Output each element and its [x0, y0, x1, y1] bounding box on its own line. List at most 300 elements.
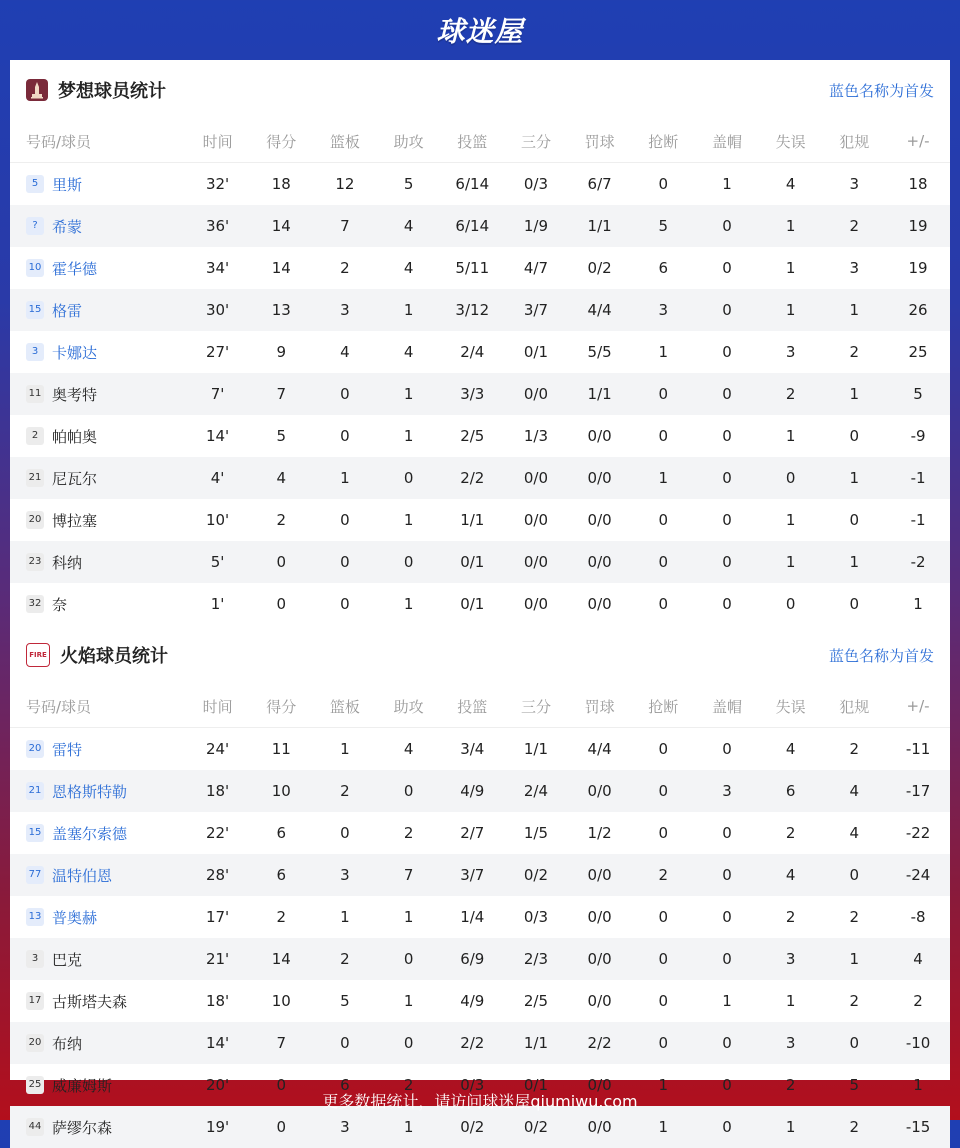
stats-table — [10, 685, 950, 1148]
stat-cell: 0 — [340, 595, 350, 613]
column-header: 失误 — [759, 685, 823, 728]
stat-cell: 1 — [340, 908, 350, 926]
stat-cell: 0 — [722, 1076, 732, 1094]
stat-cell: 7' — [186, 373, 250, 415]
stat-cell: 7 — [249, 1022, 313, 1064]
stat-cell: 26 — [886, 289, 950, 331]
stat-cell: 1/3 — [523, 427, 549, 445]
player-cell — [10, 770, 186, 812]
stat-cell: 0 — [695, 541, 759, 583]
stat-cell: 1 — [403, 992, 414, 1010]
stat-cell: 0 — [377, 938, 441, 980]
stat-cell: 0 — [695, 1106, 759, 1148]
player-name[interactable]: 帕帕奥 — [52, 427, 98, 446]
stat-cell: 0/0 — [587, 511, 612, 529]
stat-cell: 3 — [695, 770, 759, 812]
stat-cell: 0 — [822, 854, 886, 896]
stat-cell: 5' — [186, 541, 250, 583]
table-row[interactable] — [10, 499, 950, 541]
starter-note: 蓝色名称为首发 — [828, 81, 934, 100]
stat-cell: 1 — [658, 1076, 669, 1094]
stat-cell: 2 — [403, 1076, 414, 1094]
stat-cell: 5/5 — [587, 343, 612, 361]
stat-cell: 2 — [759, 373, 823, 415]
stat-cell: 0 — [658, 511, 669, 529]
stat-cell: 0 — [785, 595, 796, 613]
stat-cell: 3 — [313, 1106, 377, 1148]
stat-cell: 1 — [822, 541, 886, 583]
jersey-number-badge: 20 — [26, 511, 44, 529]
stat-cell: 7 — [249, 373, 313, 415]
stat-cell: 0/0 — [504, 541, 568, 583]
stat-cell: 0/0 — [568, 457, 632, 499]
stat-cell: 0 — [695, 854, 759, 896]
stat-cell: 0 — [276, 595, 287, 613]
stat-cell: -1 — [910, 511, 926, 529]
player-name[interactable]: 布纳 — [52, 1034, 83, 1053]
stat-cell: 1/1 — [568, 373, 632, 415]
stat-cell: 24' — [205, 740, 230, 758]
stat-cell: 1 — [377, 1106, 441, 1148]
stat-cell: 3/3 — [440, 373, 504, 415]
player-name[interactable]: 巴克 — [52, 950, 83, 969]
stat-cell: 10' — [205, 511, 230, 529]
column-header: 罚球 — [568, 685, 632, 728]
table-row[interactable] — [10, 938, 950, 980]
stat-cell: 2/2 — [440, 457, 504, 499]
stat-cell: 0 — [658, 740, 669, 758]
table-row[interactable] — [10, 205, 950, 247]
stat-cell: 1 — [785, 992, 796, 1010]
dream-team-logo-icon — [26, 79, 48, 101]
column-header: 篮板 — [313, 685, 377, 728]
stat-cell: 1 — [722, 992, 732, 1010]
player-cell — [10, 541, 186, 583]
stat-cell: 0 — [658, 427, 669, 445]
table-row[interactable] — [10, 980, 950, 1022]
stat-cell: 5 — [403, 175, 414, 193]
column-header: +/- — [886, 120, 950, 163]
stat-cell: 18 — [908, 175, 928, 193]
player-cell — [10, 415, 186, 457]
stat-cell: 27' — [205, 343, 230, 361]
stat-cell: 4 — [785, 740, 796, 758]
player-cell — [10, 728, 186, 771]
stat-cell: 0 — [722, 908, 732, 926]
column-header: 助攻 — [377, 120, 441, 163]
stat-cell: 36' — [186, 205, 250, 247]
player-name[interactable]: 恩格斯特勒 — [52, 782, 128, 801]
jersey-number-badge: 44 — [26, 1118, 44, 1136]
stat-cell: 1 — [377, 289, 441, 331]
stat-cell: 3/7 — [504, 289, 568, 331]
table-row[interactable] — [10, 247, 950, 289]
jersey-number-badge: 17 — [26, 992, 44, 1010]
table-header-row — [10, 120, 950, 163]
player-name[interactable]: 奈 — [52, 595, 68, 614]
stat-cell: 0 — [849, 511, 860, 529]
stat-cell: 28' — [186, 854, 250, 896]
column-header: 时间 — [186, 685, 250, 728]
stat-cell: 1/1 — [568, 205, 632, 247]
stat-cell: 4 — [377, 205, 441, 247]
stats-table — [10, 120, 950, 625]
column-header: 犯规 — [822, 685, 886, 728]
stat-cell: 20' — [205, 1076, 230, 1094]
stat-cell: 2 — [849, 992, 860, 1010]
stat-cell: 0 — [849, 427, 860, 445]
stat-cell: 1 — [313, 457, 377, 499]
table-row[interactable] — [10, 896, 950, 938]
stat-cell: 17' — [205, 908, 230, 926]
column-header: 得分 — [249, 685, 313, 728]
column-header: 得分 — [249, 120, 313, 163]
table-row[interactable] — [10, 373, 950, 415]
stat-cell: 2 — [822, 1106, 886, 1148]
team-title: 梦想球员统计 — [58, 81, 166, 102]
player-name[interactable]: 博拉塞 — [52, 511, 98, 530]
stat-cell: 0/0 — [587, 427, 612, 445]
jersey-number-badge: 2 — [26, 427, 44, 445]
stat-cell: 0 — [722, 740, 732, 758]
stat-cell: 3/4 — [460, 740, 485, 758]
stat-cell: 3/12 — [440, 289, 504, 331]
stat-cell: 0 — [658, 824, 669, 842]
section-header — [10, 60, 950, 120]
stat-cell: 9 — [276, 343, 287, 361]
table-row[interactable] — [10, 854, 950, 896]
stat-cell: 5/11 — [455, 259, 490, 277]
stat-cell: 6/14 — [455, 175, 490, 193]
stat-cell: 4 — [403, 740, 414, 758]
player-name[interactable]: 威廉姆斯 — [52, 1076, 113, 1095]
stat-cell: 0/0 — [568, 770, 632, 812]
stat-cell: 14 — [249, 938, 313, 980]
stat-cell: 6/14 — [440, 205, 504, 247]
stat-cell: 0/2 — [504, 854, 568, 896]
column-header: 罚球 — [568, 120, 632, 163]
stat-cell: 0/1 — [460, 595, 485, 613]
column-header: 失误 — [759, 120, 823, 163]
player-cell — [10, 499, 186, 541]
jersey-number-badge: 32 — [26, 595, 44, 613]
section-header — [10, 625, 950, 685]
stat-cell: 1 — [822, 373, 886, 415]
jersey-number-badge: 3 — [26, 950, 44, 968]
stat-cell: 4/9 — [440, 770, 504, 812]
jersey-number-badge: 21 — [26, 469, 44, 487]
stat-cell: 2/2 — [440, 1022, 504, 1064]
stat-cell: 6 — [276, 824, 287, 842]
column-header: 盖帽 — [695, 685, 759, 728]
column-header: 号码/球员 — [10, 120, 186, 163]
stat-cell: 10 — [271, 992, 291, 1010]
stat-cell: 0/0 — [587, 1076, 612, 1094]
stat-cell: -15 — [886, 1106, 950, 1148]
stat-cell: 14' — [205, 427, 230, 445]
stat-cell: 0/3 — [460, 1076, 485, 1094]
player-name[interactable]: 盖塞尔索德 — [52, 824, 128, 843]
player-name[interactable]: 希蒙 — [52, 217, 83, 236]
jersey-number-badge: 77 — [26, 866, 44, 884]
column-header: 投篮 — [440, 685, 504, 728]
stat-cell: 1 — [403, 511, 414, 529]
stat-cell: 2/3 — [504, 938, 568, 980]
stat-cell: 0 — [849, 595, 860, 613]
stat-cell: 1 — [403, 595, 414, 613]
player-cell — [10, 331, 186, 373]
stat-cell: 18' — [186, 770, 250, 812]
jersey-number-badge: 3 — [26, 343, 44, 361]
player-name[interactable]: 格雷 — [52, 301, 83, 320]
player-name[interactable]: 霍华德 — [52, 259, 98, 278]
stat-cell: 1 — [658, 343, 669, 361]
column-header: 三分 — [504, 685, 568, 728]
player-cell — [10, 163, 186, 206]
footer-link[interactable]: 更多数据统计，请访问球迷屋qiumiwu.com — [322, 1091, 638, 1111]
stat-cell: 0 — [377, 457, 441, 499]
stat-cell: 4 — [403, 343, 414, 361]
stat-cell: 1 — [631, 457, 695, 499]
stat-cell: 14' — [186, 1022, 250, 1064]
table-row[interactable] — [10, 583, 950, 625]
stat-cell: 0 — [695, 1022, 759, 1064]
stat-cell: 2/5 — [460, 427, 485, 445]
player-name[interactable]: 奥考特 — [52, 385, 98, 404]
stat-cell: 1' — [210, 595, 225, 613]
stat-cell: 4 — [849, 824, 860, 842]
stat-cell: 1 — [340, 740, 350, 758]
stat-cell: 3 — [785, 343, 796, 361]
column-header: 号码/球员 — [10, 685, 186, 728]
stat-cell: 3/7 — [440, 854, 504, 896]
stat-cell: 0 — [313, 1022, 377, 1064]
stat-cell: 1 — [759, 1106, 823, 1148]
stat-cell: 4 — [886, 938, 950, 980]
stat-cell: 4 — [403, 259, 414, 277]
stat-cell: 19 — [908, 259, 928, 277]
team-title: 火焰球员统计 — [60, 646, 168, 667]
stat-cell: 1 — [759, 205, 823, 247]
jersey-number-badge: 15 — [26, 824, 44, 842]
stat-cell: 2 — [631, 854, 695, 896]
starter-note: 蓝色名称为首发 — [828, 646, 934, 665]
column-header: 抢断 — [631, 120, 695, 163]
stat-cell: 2 — [340, 259, 350, 277]
site-header — [0, 0, 960, 60]
stat-cell: 0/0 — [587, 908, 612, 926]
stat-cell: -10 — [886, 1022, 950, 1064]
stat-cell: 3 — [759, 1022, 823, 1064]
column-header: 三分 — [504, 120, 568, 163]
table-row[interactable] — [10, 728, 950, 771]
stat-cell: 6/9 — [440, 938, 504, 980]
stat-cell: 32' — [205, 175, 230, 193]
table-row[interactable] — [10, 812, 950, 854]
stat-cell: 0/0 — [504, 457, 568, 499]
stat-cell: 0/1 — [523, 343, 549, 361]
column-header: 抢断 — [631, 685, 695, 728]
stat-cell: 13 — [249, 289, 313, 331]
column-header: 篮板 — [313, 120, 377, 163]
stat-cell: 0 — [631, 938, 695, 980]
stat-cell: 4 — [822, 770, 886, 812]
stat-cell: 0/0 — [587, 992, 612, 1010]
player-name[interactable]: 萨缪尔森 — [52, 1118, 113, 1137]
table-row[interactable] — [10, 1022, 950, 1064]
stat-cell: 12 — [335, 175, 355, 193]
stat-cell: 2 — [276, 908, 287, 926]
stat-cell: 1/1 — [504, 1022, 568, 1064]
stat-cell: 1 — [785, 511, 796, 529]
player-name[interactable]: 普奥赫 — [52, 908, 98, 927]
stat-cell: 0 — [695, 205, 759, 247]
stat-cell: 1/1 — [523, 740, 549, 758]
stat-cell: 1 — [822, 938, 886, 980]
stat-cell: 0 — [759, 457, 823, 499]
jersey-number-badge: 5 — [26, 175, 44, 193]
column-header: 犯规 — [822, 120, 886, 163]
stat-cell: 0/0 — [587, 595, 612, 613]
stat-cell: 6/7 — [587, 175, 612, 193]
fire-team-logo-icon: FIRE — [26, 643, 50, 667]
stat-cell: 2 — [313, 938, 377, 980]
table-row[interactable] — [10, 289, 950, 331]
stat-cell: 3 — [631, 289, 695, 331]
stat-cell: -17 — [886, 770, 950, 812]
stat-cell: 1 — [913, 1076, 923, 1094]
stat-cell: 1 — [722, 175, 732, 193]
table-row[interactable] — [10, 415, 950, 457]
stat-cell: 5 — [631, 205, 695, 247]
stat-cell: 1 — [631, 1106, 695, 1148]
stat-cell: -1 — [886, 457, 950, 499]
table-row[interactable] — [10, 331, 950, 373]
trophy-icon — [29, 81, 45, 99]
stat-cell: 0/0 — [568, 938, 632, 980]
stat-cell: 4/9 — [460, 992, 485, 1010]
stat-cell: 25 — [908, 343, 928, 361]
stat-cell: 3 — [849, 259, 860, 277]
column-header: 盖帽 — [695, 120, 759, 163]
stat-cell: 0/0 — [523, 511, 549, 529]
team-section-fire — [10, 625, 950, 1148]
table-row[interactable] — [10, 457, 950, 499]
player-name[interactable]: 古斯塔夫森 — [52, 992, 128, 1011]
jersey-number-badge: 20 — [26, 1034, 44, 1052]
stat-cell: 3 — [849, 175, 860, 193]
stat-cell: 0 — [249, 1106, 313, 1148]
stat-cell: 2/5 — [523, 992, 549, 1010]
stat-cell: 30' — [186, 289, 250, 331]
stat-cell: 18 — [271, 175, 291, 193]
stat-cell: 19' — [186, 1106, 250, 1148]
player-cell — [10, 896, 186, 938]
stat-cell: 0/3 — [523, 908, 549, 926]
table-row[interactable] — [10, 163, 950, 206]
stat-cell: 1 — [785, 259, 796, 277]
stat-cell: 1 — [377, 373, 441, 415]
stat-cell: 0 — [313, 541, 377, 583]
stat-cell: 5 — [849, 1076, 860, 1094]
stat-cell: 2/4 — [504, 770, 568, 812]
stat-cell: 1 — [822, 457, 886, 499]
stat-cell: 0/0 — [568, 854, 632, 896]
jersey-number-badge: 10 — [26, 259, 44, 277]
stat-cell: 0 — [722, 343, 732, 361]
stat-cell: -24 — [886, 854, 950, 896]
stat-cell: 0 — [722, 259, 732, 277]
stat-cell: 0 — [377, 541, 441, 583]
stat-cell: 3 — [759, 938, 823, 980]
stat-cell: 0 — [722, 595, 732, 613]
stat-cell: 0/3 — [523, 175, 549, 193]
stat-cell: 4 — [759, 854, 823, 896]
stat-cell: 6 — [759, 770, 823, 812]
stat-cell: 4' — [186, 457, 250, 499]
player-cell — [10, 583, 186, 625]
player-name[interactable]: 科纳 — [52, 553, 83, 572]
player-cell — [10, 1022, 186, 1064]
stat-cell: 1 — [785, 427, 796, 445]
jersey-number-badge: 21 — [26, 782, 44, 800]
player-name[interactable]: 里斯 — [52, 175, 83, 194]
stat-cell: 1 — [403, 427, 414, 445]
stat-cell: -8 — [910, 908, 926, 926]
stat-cell: 0 — [249, 541, 313, 583]
player-name[interactable]: 雷特 — [52, 740, 83, 759]
stat-cell: 0 — [695, 938, 759, 980]
stat-cell: 4 — [249, 457, 313, 499]
stat-cell: 3 — [313, 289, 377, 331]
jersey-number-badge: 20 — [26, 740, 44, 758]
jersey-number-badge: 11 — [26, 385, 44, 403]
table-row[interactable] — [10, 770, 950, 812]
stat-cell: 4/4 — [587, 740, 612, 758]
stat-cell: 4/4 — [568, 289, 632, 331]
stat-cell: 1/5 — [523, 824, 549, 842]
column-header: 时间 — [186, 120, 250, 163]
stat-cell: 1 — [759, 541, 823, 583]
stat-cell: 0/0 — [568, 541, 632, 583]
player-cell — [10, 289, 186, 331]
table-header-row — [10, 685, 950, 728]
stat-cell: 11 — [271, 740, 291, 758]
stat-cell: -9 — [910, 427, 926, 445]
jersey-number-badge: 23 — [26, 553, 44, 571]
stat-cell: 0 — [340, 427, 350, 445]
player-name[interactable]: 卡娜达 — [52, 343, 98, 362]
stat-cell: 0 — [631, 373, 695, 415]
stat-cell: 0/2 — [587, 259, 612, 277]
stat-cell: 4 — [340, 343, 350, 361]
stat-cell: 2 — [785, 1076, 796, 1094]
table-row[interactable] — [10, 541, 950, 583]
column-header: 投篮 — [440, 120, 504, 163]
stat-cell: 0/1 — [523, 1076, 549, 1094]
player-cell — [10, 980, 186, 1022]
player-name[interactable]: 温特伯恩 — [52, 866, 113, 885]
stat-cell: 0/2 — [504, 1106, 568, 1148]
jersey-number-badge: 13 — [26, 908, 44, 926]
column-header: +/- — [886, 685, 950, 728]
stat-cell: 4/7 — [523, 259, 549, 277]
player-name[interactable]: 尼瓦尔 — [52, 469, 98, 488]
player-cell — [10, 854, 186, 896]
stat-cell: 0 — [340, 511, 350, 529]
brand-logo[interactable]: 球迷屋 — [436, 15, 524, 48]
stat-cell: 1/2 — [587, 824, 612, 842]
